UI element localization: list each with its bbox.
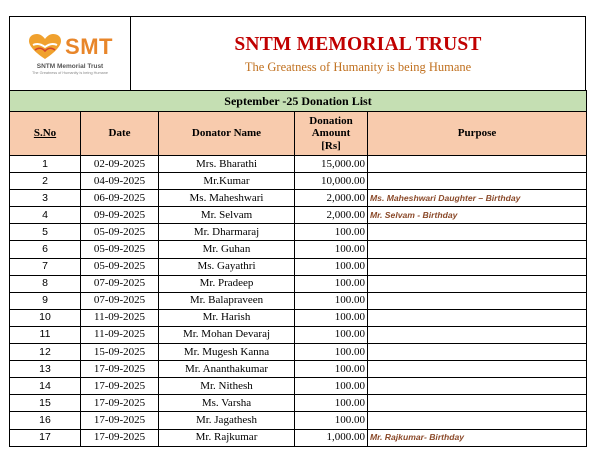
table-row bbox=[10, 190, 587, 207]
header-donator-name: Donator Name bbox=[159, 112, 295, 156]
cell-donator-name: Mr. Pradeep bbox=[159, 275, 295, 292]
table-row bbox=[10, 378, 587, 395]
cell-sno: 2 bbox=[10, 173, 81, 190]
cell-date: 05-09-2025 bbox=[81, 258, 159, 275]
cell-purpose bbox=[368, 224, 587, 241]
table-row bbox=[10, 429, 587, 446]
table-row bbox=[10, 361, 587, 378]
cell-date: 15-09-2025 bbox=[81, 344, 159, 361]
table-row bbox=[10, 275, 587, 292]
cell-sno: 5 bbox=[10, 224, 81, 241]
donation-sheet bbox=[9, 16, 586, 447]
cell-sno: 9 bbox=[10, 292, 81, 309]
heart-hands-icon bbox=[27, 33, 63, 61]
cell-sno: 17 bbox=[10, 429, 81, 446]
cell-purpose bbox=[368, 173, 587, 190]
cell-sno: 11 bbox=[10, 326, 81, 343]
logo bbox=[10, 17, 131, 90]
table-row bbox=[10, 173, 587, 190]
cell-amount: 100.00 bbox=[295, 275, 368, 292]
header-date: Date bbox=[81, 112, 159, 156]
donation-table bbox=[9, 90, 587, 447]
cell-date: 17-09-2025 bbox=[81, 361, 159, 378]
cell-sno: 6 bbox=[10, 241, 81, 258]
header-sno: S.No bbox=[10, 112, 81, 156]
cell-date: 07-09-2025 bbox=[81, 275, 159, 292]
org-title: SNTM MEMORIAL TRUST bbox=[234, 34, 482, 55]
cell-purpose bbox=[368, 258, 587, 275]
header-amount-line1: Donation bbox=[309, 114, 353, 127]
cell-donator-name: Mr. Rajkumar bbox=[159, 429, 295, 446]
cell-date: 11-09-2025 bbox=[81, 326, 159, 343]
column-headers bbox=[10, 112, 587, 156]
cell-amount: 15,000.00 bbox=[295, 156, 368, 173]
cell-purpose bbox=[368, 292, 587, 309]
cell-purpose bbox=[368, 412, 587, 429]
cell-donator-name: Mr. Jagathesh bbox=[159, 412, 295, 429]
header-amount bbox=[295, 112, 368, 156]
cell-donator-name: Ms. Gayathri bbox=[159, 258, 295, 275]
cell-date: 09-09-2025 bbox=[81, 207, 159, 224]
table-row bbox=[10, 412, 587, 429]
cell-amount: 100.00 bbox=[295, 241, 368, 258]
cell-amount: 100.00 bbox=[295, 258, 368, 275]
table-row bbox=[10, 395, 587, 412]
cell-donator-name: Mr. Selvam bbox=[159, 207, 295, 224]
logo-subtitle: SNTM Memorial Trust bbox=[36, 62, 104, 70]
logo-tagline: The Greatness of Humanity is being Humane bbox=[32, 70, 108, 75]
cell-amount: 100.00 bbox=[295, 378, 368, 395]
cell-donator-name: Mr. Guhan bbox=[159, 241, 295, 258]
cell-date: 06-09-2025 bbox=[81, 190, 159, 207]
cell-sno: 1 bbox=[10, 156, 81, 173]
cell-purpose bbox=[368, 344, 587, 361]
cell-sno: 12 bbox=[10, 344, 81, 361]
cell-amount: 100.00 bbox=[295, 326, 368, 343]
table-row bbox=[10, 326, 587, 343]
cell-purpose bbox=[368, 275, 587, 292]
cell-date: 17-09-2025 bbox=[81, 429, 159, 446]
cell-sno: 16 bbox=[10, 412, 81, 429]
cell-amount: 100.00 bbox=[295, 292, 368, 309]
table-row bbox=[10, 156, 587, 173]
cell-purpose: Mr. Selvam - Birthday bbox=[368, 207, 587, 224]
table-row bbox=[10, 241, 587, 258]
cell-donator-name: Mr. Mohan Devaraj bbox=[159, 326, 295, 343]
header-amount-line2: Amount bbox=[311, 127, 351, 140]
cell-sno: 13 bbox=[10, 361, 81, 378]
cell-date: 05-09-2025 bbox=[81, 224, 159, 241]
cell-sno: 15 bbox=[10, 395, 81, 412]
cell-amount: 100.00 bbox=[295, 395, 368, 412]
header-amount-line3: [Rs] bbox=[321, 139, 341, 152]
cell-purpose bbox=[368, 241, 587, 258]
cell-amount: 100.00 bbox=[295, 309, 368, 326]
cell-purpose bbox=[368, 395, 587, 412]
cell-donator-name: Ms. Varsha bbox=[159, 395, 295, 412]
cell-donator-name: Mr. Ananthakumar bbox=[159, 361, 295, 378]
cell-purpose bbox=[368, 361, 587, 378]
cell-date: 05-09-2025 bbox=[81, 241, 159, 258]
cell-donator-name: Ms. Maheshwari bbox=[159, 190, 295, 207]
cell-amount: 10,000.00 bbox=[295, 173, 368, 190]
list-title: September -25 Donation List bbox=[10, 91, 587, 112]
cell-sno: 4 bbox=[10, 207, 81, 224]
cell-date: 17-09-2025 bbox=[81, 412, 159, 429]
cell-amount: 2,000.00 bbox=[295, 190, 368, 207]
table-body bbox=[10, 156, 587, 447]
title-block bbox=[131, 17, 585, 90]
table-row bbox=[10, 224, 587, 241]
cell-donator-name: Mr. Mugesh Kanna bbox=[159, 344, 295, 361]
cell-amount: 2,000.00 bbox=[295, 207, 368, 224]
cell-date: 11-09-2025 bbox=[81, 309, 159, 326]
org-tagline: The Greatness of Humanity is being Humane bbox=[244, 60, 472, 74]
cell-purpose bbox=[368, 326, 587, 343]
cell-purpose: Mr. Rajkumar- Birthday bbox=[368, 429, 587, 446]
cell-date: 02-09-2025 bbox=[81, 156, 159, 173]
cell-donator-name: Mr. Harish bbox=[159, 309, 295, 326]
cell-sno: 3 bbox=[10, 190, 81, 207]
cell-date: 07-09-2025 bbox=[81, 292, 159, 309]
table-row bbox=[10, 309, 587, 326]
cell-amount: 1,000.00 bbox=[295, 429, 368, 446]
table-row bbox=[10, 344, 587, 361]
cell-donator-name: Mr. Dharmaraj bbox=[159, 224, 295, 241]
header-purpose: Purpose bbox=[368, 112, 587, 156]
cell-donator-name: Mr. Balapraveen bbox=[159, 292, 295, 309]
cell-purpose bbox=[368, 309, 587, 326]
logo-text: SMT bbox=[65, 33, 113, 59]
cell-sno: 10 bbox=[10, 309, 81, 326]
cell-purpose bbox=[368, 378, 587, 395]
cell-date: 04-09-2025 bbox=[81, 173, 159, 190]
cell-purpose bbox=[368, 156, 587, 173]
table-row bbox=[10, 292, 587, 309]
header bbox=[9, 16, 586, 90]
cell-amount: 100.00 bbox=[295, 344, 368, 361]
cell-sno: 8 bbox=[10, 275, 81, 292]
cell-date: 17-09-2025 bbox=[81, 378, 159, 395]
cell-amount: 100.00 bbox=[295, 361, 368, 378]
table-row bbox=[10, 207, 587, 224]
cell-sno: 14 bbox=[10, 378, 81, 395]
cell-purpose: Ms. Maheshwari Daughter – Birthday bbox=[368, 190, 587, 207]
cell-donator-name: Mr.Kumar bbox=[159, 173, 295, 190]
cell-date: 17-09-2025 bbox=[81, 395, 159, 412]
cell-sno: 7 bbox=[10, 258, 81, 275]
cell-donator-name: Mr. Nithesh bbox=[159, 378, 295, 395]
table-row bbox=[10, 258, 587, 275]
cell-amount: 100.00 bbox=[295, 224, 368, 241]
cell-donator-name: Mrs. Bharathi bbox=[159, 156, 295, 173]
cell-amount: 100.00 bbox=[295, 412, 368, 429]
